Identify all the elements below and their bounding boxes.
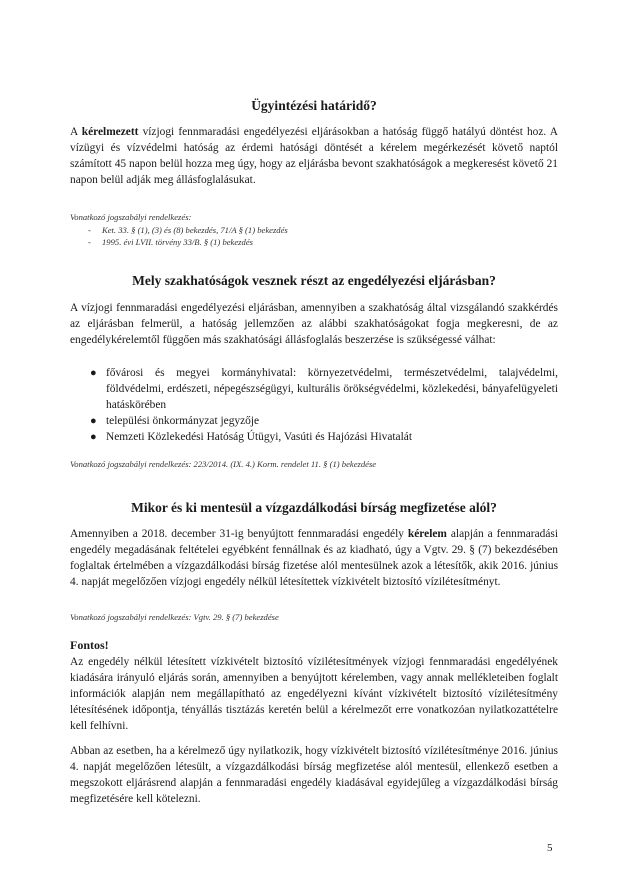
legal-reference-item: - Ket. 33. § (1), (3) és (8) bekezdés, 71/A § (1) bekezdés bbox=[88, 225, 288, 235]
section-title-deadline: Ügyintézési határidő? bbox=[251, 98, 377, 113]
paragraph-fine-exemption: Amennyiben a 2018. december 31-ig benyújtott fennmaradási engedély kérelem alapján a fennmaradási engedély megadásának feltételei egyébként fennállnak és az kiadható, úgy a Vgtv. 29. § (7) bekezdésében foglaltak értelmében a vízgazdálkodási bírság fizetése alól mentesülnek azok a létesítők, akik 2016. június 4. napját megelőzően vízjogi engedély nélkül létesítettek vízkivételt biztosító vízilétesítményt. bbox=[70, 528, 558, 588]
paragraph-lead: A bbox=[70, 126, 82, 138]
bullet-icon: ● bbox=[90, 415, 97, 427]
page-number: 5 bbox=[547, 842, 553, 854]
paragraph-bold-term: kérelem bbox=[407, 528, 447, 540]
bullet-item: ● fővárosi és megyei kormányhivatal: környezetvédelmi, természetvédelmi, talajvédelmi, földvédelmi, erdészeti, népegészségügyi, kulturális örökségvédelmi, közlekedési, bányafelügyeleti hatáskörében bbox=[90, 367, 558, 411]
legal-reference: Vonatkozó jogszabályi rendelkezés: 223/2014. (IX. 4.) Korm. rendelet 11. § (1) bekezdése bbox=[70, 459, 377, 469]
bullet-item: ● Nemzeti Közlekedési Hatóság Útügyi, Vasúti és Hajózási Hivatalát bbox=[90, 431, 412, 443]
bullet-item: ● települési önkormányzat jegyzője bbox=[90, 415, 260, 427]
section-title-fine-exemption: Mikor és ki mentesül a vízgazdálkodási bírság megfizetése alól? bbox=[131, 500, 497, 515]
paragraph-bold-term: kérelmezett bbox=[81, 126, 139, 138]
paragraph-rest: vízjogi fennmaradási engedélyezési eljárásokban a hatóság függő hatályú döntést hoz. A vízügyi és vízvédelmi hatóság az érdemi hatósági döntését a kérelem megérkezését követő naptól számított 45 napon belül hozza meg úgy, hogy az eljárásba bevont szakhatóságok a megkeresést követő 21 napon belül adják meg állásfoglalásukat. bbox=[70, 126, 558, 186]
authority-bullet-list bbox=[70, 365, 558, 445]
legal-reference-title: Vonatkozó jogszabályi rendelkezés: bbox=[70, 212, 192, 222]
legal-reference-list bbox=[70, 224, 558, 248]
paragraph-authorities: A vízjogi fennmaradási engedélyezési eljárásban, amennyiben a szakhatóság által vizsgálandó szakkérdés az eljárásban felmerül, a hatóság jellemzően az alábbi szakhatóságokat fogja megkeresni, de az engedélykérelemtől függően más szakhatósági állásfoglalás beszerzése is szükségessé válhat: bbox=[70, 302, 558, 346]
bullet-icon: ● bbox=[90, 431, 97, 443]
bullet-icon: ● bbox=[90, 367, 97, 379]
important-label: Fontos! bbox=[70, 638, 109, 652]
paragraph-final: Abban az esetben, ha a kérelmező úgy nyilatkozik, hogy vízkivételt biztosító vízilétesítménye 2016. június 4. napját megelőzően létesült, a vízgazdálkodási bírság megfizetése alól mentesül, ellenkező esetben a megszokott eljárásrend alapján a fennmaradási engedély kiadásával egyidejűleg a vízgazdálkodási bírság megfizetésére kell kötelezni. bbox=[70, 745, 558, 805]
legal-reference: Vonatkozó jogszabályi rendelkezés: Vgtv. 29. § (7) bekezdése bbox=[70, 612, 279, 622]
section-title-authorities: Mely szakhatóságok vesznek részt az engedélyezési eljárásban? bbox=[132, 273, 496, 288]
paragraph-important: Az engedély nélkül létesített vízkivételt biztosító vízilétesítmények vízjogi fennmaradási engedélyének kiadására irányuló eljárás során, amennyiben a benyújtott kérelemben, vagy annak mellékleteiben foglalt információk alapján nem megállapítható az engedélyezni kívánt vízkivételt biztosító vízilétesítmény létesítésének időpontja, tényállás tisztázás keretén belül a kérelmezőt erre vonatkozóan nyilatkozattételre kell felhívni. bbox=[70, 656, 558, 732]
legal-reference-item: - 1995. évi LVII. törvény 33/B. § (1) bekezdés bbox=[88, 237, 253, 247]
paragraph-deadline bbox=[70, 124, 558, 188]
